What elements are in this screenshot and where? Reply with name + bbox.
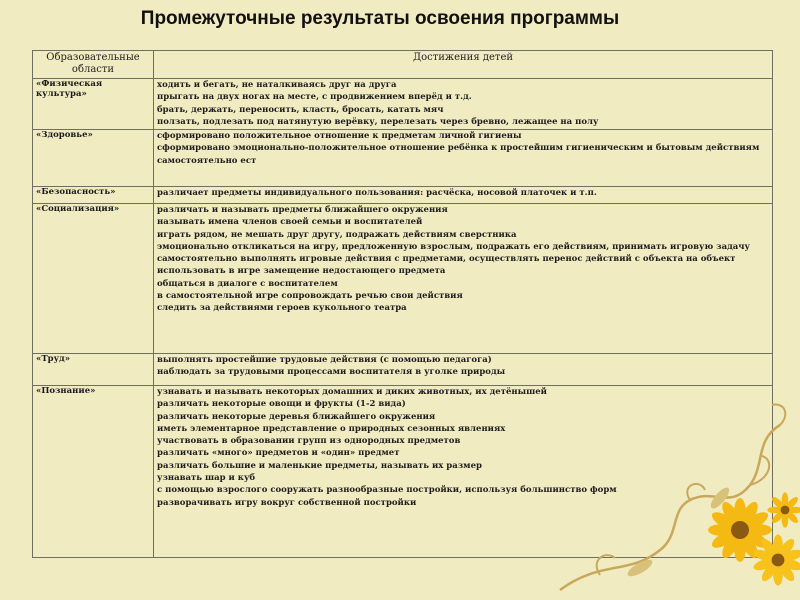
- achievements-cell: [154, 204, 773, 354]
- achievement-item: сформировано эмоционально-положительное отношение ребёнка к простейшим гигиеническим и бытовым действиям: [157, 143, 760, 154]
- area-cell: «Физическая культура»: [33, 79, 154, 130]
- achievement-item: в самостоятельной игре сопровождать речью свои действия: [157, 291, 463, 302]
- achievement-item: брать, держать, переносить, класть, бросать, катать мяч: [157, 104, 444, 115]
- achievement-item: прыгать на двух ногах на месте, с продвижением вперёд и т.д.: [157, 92, 472, 103]
- table-row: [33, 204, 773, 354]
- achievements-cell: [154, 130, 773, 187]
- table-row: [33, 79, 773, 130]
- achievement-item: узнавать и называть некоторых домашних и диких животных, их детёнышей: [157, 387, 547, 397]
- achievement-item: с помощью взрослого сооружать разнообразные постройки, используя большинство форм: [157, 485, 617, 496]
- header-areas: Образовательные области: [33, 51, 154, 79]
- table-header-row: [33, 51, 773, 79]
- achievements-cell: [154, 187, 773, 204]
- achievement-item: выполнять простейшие трудовые действия (с помощью педагога): [157, 355, 492, 365]
- achievement-item: различать большие и маленькие предметы, называть их размер: [157, 460, 482, 471]
- table-row: [33, 187, 773, 204]
- achievement-item: самостоятельно выполнять игровые действия с предметами, осуществлять перенос действий с объекта на объект: [157, 254, 736, 265]
- achievement-item: различать некоторые овощи и фрукты (1-2 вида): [157, 399, 406, 410]
- area-cell: «Познание»: [33, 386, 154, 558]
- achievement-item: называть имена членов своей семьи и воспитателей: [157, 217, 423, 228]
- header-achievements: Достижения детей: [154, 51, 773, 79]
- achievements-cell: [154, 79, 773, 130]
- flower-decoration: [540, 390, 800, 600]
- area-cell: «Безопасность»: [33, 187, 154, 204]
- achievement-item: эмоционально откликаться на игру, предложенную взрослым, подражать его действиям, принимать игровую задачу: [157, 241, 750, 252]
- achievements-cell: [154, 354, 773, 386]
- achievement-item: узнавать шар и куб: [157, 473, 256, 484]
- achievement-item: ползать, подлезать под натянутую верёвку, перелезать через бревно, лежащее на полу: [157, 116, 599, 127]
- achievement-item: самостоятельно ест: [157, 155, 257, 166]
- achievement-item: общаться в диалоге с воспитателем: [157, 278, 338, 289]
- area-cell: «Здоровье»: [33, 130, 154, 187]
- achievement-item: участвовать в образовании групп из однородных предметов: [157, 436, 461, 447]
- achievement-item: различать некоторые деревья ближайшего окружения: [157, 411, 436, 422]
- achievement-item: различать и называть предметы ближайшего окружения: [157, 205, 448, 215]
- achievement-item: играть рядом, не мешать друг другу, подражать действиям сверстника: [157, 229, 517, 240]
- area-cell: «Труд»: [33, 354, 154, 386]
- achievement-item: различает предметы индивидуального пользования: расчёска, носовой платочек и т.п.: [157, 188, 597, 198]
- achievement-item: использовать в игре замещение недостающего предмета: [157, 266, 446, 277]
- table-row: [33, 354, 773, 386]
- page-title: Промежуточные результаты освоения программы: [140, 8, 620, 29]
- daisy-icon: [767, 492, 800, 527]
- table-row: [33, 130, 773, 187]
- achievement-item: иметь элементарное представление о природных сезонных явлениях: [157, 423, 506, 434]
- achievement-item: наблюдать за трудовыми процессами воспитателя в уголке природы: [157, 367, 506, 378]
- achievement-item: следить за действиями героев кукольного театра: [157, 303, 407, 314]
- achievement-item: сформировано положительное отношение к предметам личной гигиены: [157, 131, 522, 141]
- area-cell: «Социализация»: [33, 204, 154, 354]
- achievement-item: различать «много» предметов и «один» предмет: [157, 448, 400, 459]
- achievement-item: ходить и бегать, не наталкиваясь друг на друга: [157, 80, 397, 90]
- achievement-item: разворачивать игру вокруг собственной постройки: [157, 497, 417, 508]
